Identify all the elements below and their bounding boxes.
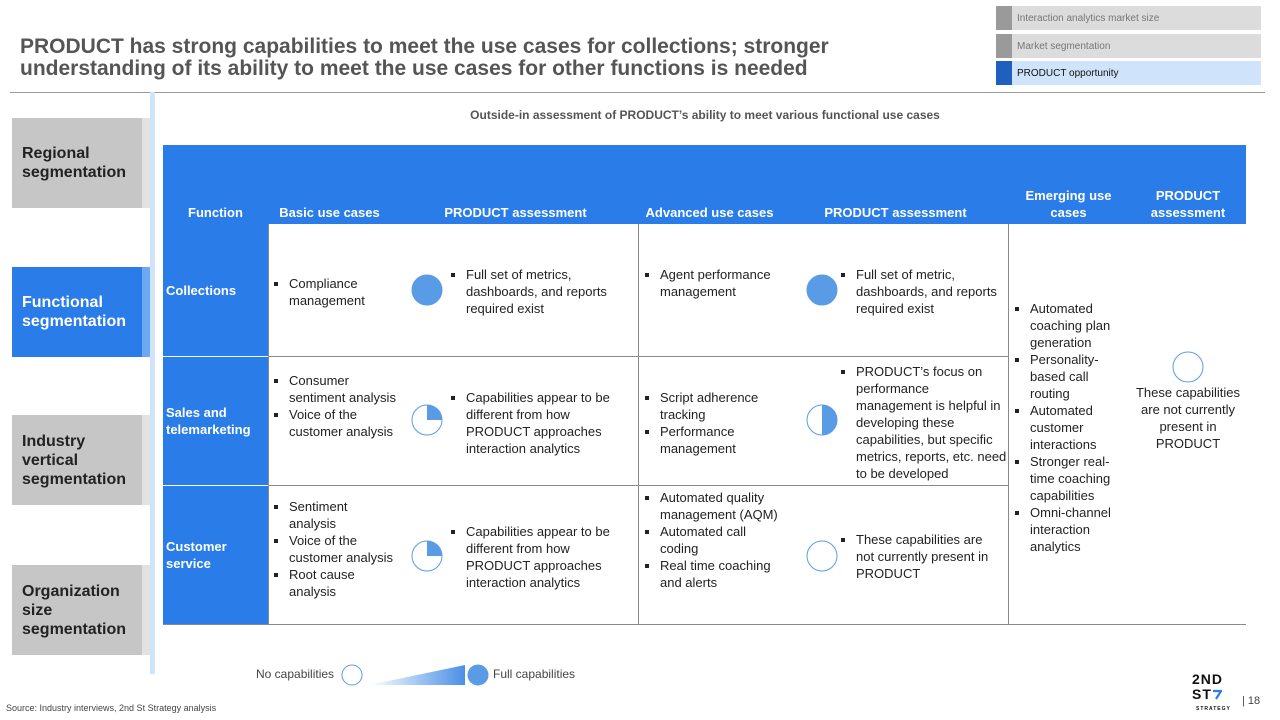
harvey-ball-icon [806,540,838,572]
harvey-ball-outline [1173,352,1203,382]
harvey-ball-outline [342,665,362,685]
row-function-customer-service [163,486,268,624]
list-item: Real time coaching and alerts [643,557,783,591]
list-item: Full set of metrics, dashboards, and reports required exist [449,266,629,317]
sidebar-item-label: Regional segmentation [22,145,127,181]
nav-marker [996,61,1012,85]
list-item: These capabilities are not currently present in PRODUCT [839,531,1004,582]
advanced-assessment-list [839,363,1007,482]
source-note: Source: Industry interviews, 2nd St Strategy analysis [6,703,217,713]
emerging-use-cases-list [1013,300,1128,555]
list-item: Script adherence tracking [643,389,783,423]
nav-label: Market segmentation [1017,40,1111,52]
page-title: PRODUCT has strong capabilities to meet the use cases for collections; stronger understanding of its ability to meet the use cases for other functions is needed [20,35,829,80]
list-item: PRODUCT’s focus on performance management is helpful in developing these capabilities, but specific metrics, reports, etc. need to be developed [839,363,1007,482]
list-item: Capabilities appear to be different from how PRODUCT approaches interaction analytics [449,389,634,457]
sidebar-item-label: Industry vertical segmentation [22,432,127,488]
sidebar-item-organization-size[interactable] [12,565,142,655]
header-advanced-assessment: PRODUCT assessment [824,205,967,220]
function-label: Customer service [166,539,227,571]
harvey-ball-fill [822,405,837,435]
list-item: Compliance management [272,275,397,309]
basic-assessment-list [449,389,634,457]
list-item: Automated coaching plan generation [1013,300,1128,351]
basic-assessment-list [449,523,634,591]
sidebar-tab [142,118,150,208]
basic-use-cases-list [272,498,397,600]
list-item: Stronger real-time coaching capabilities [1013,453,1128,504]
column-divider [638,224,639,624]
advanced-use-cases-list [643,489,783,591]
list-item: Voice of the customer analysis [272,532,397,566]
basic-use-cases-list [272,275,397,309]
header-emerging-use-cases: Emerging use cases [1025,188,1112,220]
harvey-ball-icon [411,274,443,306]
logo-mark-icon [1212,688,1222,700]
sidebar-item-industry-vertical[interactable] [12,415,142,505]
logo-subtitle: STRATEGY [1196,706,1231,712]
sidebar-tab [142,415,150,505]
row-function-sales [163,357,268,485]
function-label: Collections [166,282,237,298]
sidebar-tab [142,565,150,655]
advanced-use-cases-list [643,389,783,457]
list-item: Consumer sentiment analysis [272,372,397,406]
company-logo [1192,672,1223,702]
basic-use-cases-list [272,372,397,440]
list-item: Root cause analysis [272,566,397,600]
list-item: Personality-based call routing [1013,351,1128,402]
advanced-assessment-list [839,266,1004,317]
legend-full-capabilities-label: Full capabilities [493,667,576,681]
table-header [163,145,1246,224]
sidebar-item-label: Functional segmentation [22,294,127,330]
sidebar-item-regional[interactable] [12,118,142,208]
sidebar-item-functional[interactable] [12,267,142,357]
basic-assessment-list [449,266,629,317]
header-advanced-use-cases: Advanced use cases [645,205,774,220]
harvey-ball-icon [806,274,838,306]
function-label: Sales and telemarketing [166,405,251,437]
logo-line2 [1192,687,1223,702]
list-item: Automated call coding [643,523,783,557]
table-subtitle: Outside-in assessment of PRODUCT’s ability to meet various functional use cases [470,108,940,122]
advanced-use-cases-list [643,266,783,300]
legend-full-ball-icon [467,664,489,686]
nav-item-product-opportunity[interactable] [996,61,1261,85]
header-emerging-assessment: PRODUCT assessment [1150,188,1226,220]
nav-marker [996,6,1012,30]
harvey-ball-fill [412,275,442,305]
row-function-collections [163,224,268,356]
advanced-assessment-list [839,531,1004,582]
list-item: Automated quality management (AQM) [643,489,783,523]
list-item: Automated customer interactions [1013,402,1128,453]
column-divider [1008,224,1009,624]
header-basic-assessment: PRODUCT assessment [444,205,587,220]
nav-item-market-size[interactable] [996,6,1261,30]
header-basic-use-cases: Basic use cases [279,205,380,220]
page-number: | 18 [1242,695,1261,707]
harvey-ball-icon [1172,351,1204,383]
title-divider [10,92,1265,93]
sidebar-rail [150,92,155,674]
emerging-assessment-text: These capabilities are not currently present in PRODUCT [1135,385,1241,451]
nav-marker [996,34,1012,58]
harvey-ball-fill [427,405,442,420]
list-item: Agent performance management [643,266,783,300]
harvey-ball-fill [807,275,837,305]
harvey-ball-fill [427,541,442,556]
list-item: Voice of the customer analysis [272,406,397,440]
logo-line1: 2ND [1192,671,1224,687]
harvey-ball-icon [411,540,443,572]
header-function: Function [188,205,243,220]
legend-gradient-wedge [369,663,467,687]
list-item: Performance management [643,423,783,457]
nav-label: Interaction analytics market size [1017,12,1160,24]
nav-label: PRODUCT opportunity [1017,67,1119,79]
sidebar-item-label: Organization size segmentation [22,582,127,638]
logo-line2-text: ST [1192,686,1212,702]
list-item: Sentiment analysis [272,498,397,532]
harvey-ball-icon [806,404,838,436]
sidebar-tab [142,267,150,357]
list-item: Capabilities appear to be different from how PRODUCT approaches interaction analytics [449,523,634,591]
harvey-ball-fill [468,665,488,685]
legend-empty-ball-icon [341,664,363,686]
list-item: Full set of metric, dashboards, and reports required exist [839,266,1004,317]
legend-no-capabilities-label: No capabilities [256,667,335,681]
nav-item-market-segmentation[interactable] [996,34,1261,58]
list-item: Omni-channel interaction analytics [1013,504,1128,555]
harvey-ball-outline [807,541,837,571]
column-divider [268,224,269,624]
table-bottom-rule [163,624,1246,625]
harvey-ball-icon [411,404,443,436]
